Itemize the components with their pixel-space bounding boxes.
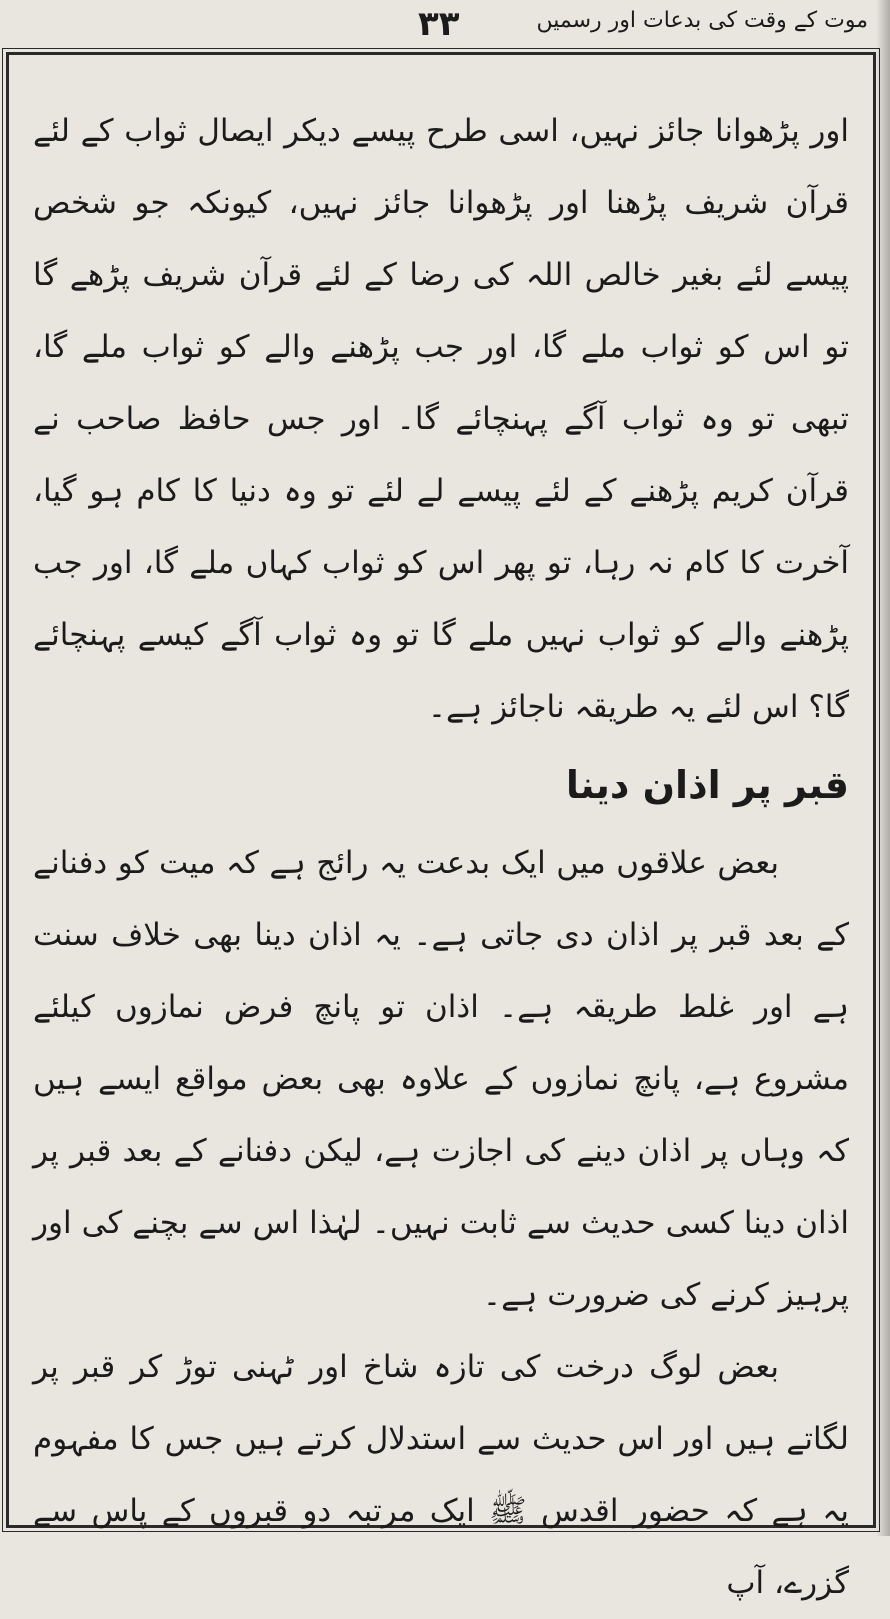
section-heading: قبر پر اذان دینا (565, 763, 849, 807)
page-binding-shadow (876, 0, 890, 1536)
text-frame (6, 52, 876, 1601)
page-header (0, 0, 890, 48)
paragraph-3: بعض لوگ درخت کی تازہ شاخ اور ٹہنی توڑ کر قبر پر لگاتے ہیں اور اس حدیث سے استدلال کرتے ہیں جس کا مفہوم یہ ہے کہ حضور اقدس ﷺ ایک مرتبہ دو قبروں کے پاس سے گزرے، آپ (33, 1349, 849, 1601)
running-title: موت کے وقت کی بدعات اور رسمیں (536, 8, 868, 33)
paragraph-2: بعض علاقوں میں ایک بدعت یہ رائج ہے کہ میت کو دفنانے کے بعد قبر پر اذان دی جاتی ہے۔ یہ اذان دینا بھی خلاف سنت ہے اور غلط طریقہ ہے۔ اذان تو پانچ فرض نمازوں کیلئے مشروع ہے، پانچ نمازوں کے علاوہ بھی بعض مواقع ایسے ہیں کہ وہاں پر اذان دینے کی اجازت ہے، لیکن دفنانے کے بعد قبر پر اذان دینا کسی حدیث سے ثابت نہیں۔ لہٰذا اس سے بچنے کی اور پرہیز کرنے کی ضرورت ہے۔ (33, 845, 849, 1313)
page-number: ۳۳ (418, 4, 460, 44)
paragraph-1: اور پڑھوانا جائز نہیں، اسی طرح پیسے دیکر ایصال ثواب کے لئے قرآن شریف پڑھنا اور پڑھوانا جائز نہیں، کیونکہ جو شخص پیسے لئے بغیر خالص اللہ کی رضا کے لئے قرآن شریف پڑھے گا تو اس کو ثواب ملے گا، اور جب پڑھنے والے کو ثواب ملے گا، تبھی تو وہ ثواب آگے پہنچائے گا۔ اور جس حافظ صاحب نے قرآن کریم پڑھنے کے لئے پیسے لے لئے تو وہ دنیا کا کام ہو گیا، آخرت کا کام نہ رہا، تو پھر اس کو ثواب کہاں ملے گا، اور جب پڑھنے والے کو ثواب نہیں ملے گا تو وہ ثواب آگے کیسے پہنچائے گا؟ اس لئے یہ طریقہ ناجائز ہے۔ (33, 113, 849, 725)
page-content (33, 95, 849, 1619)
